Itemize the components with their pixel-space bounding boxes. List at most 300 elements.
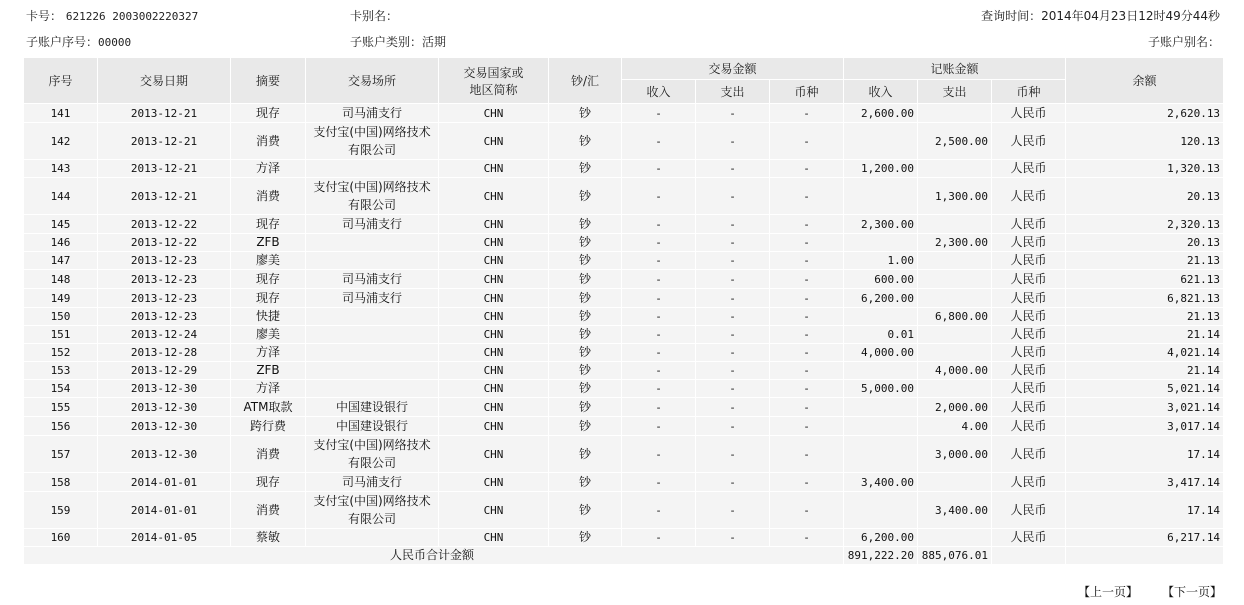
cell-summary: 消费: [231, 492, 306, 529]
table-row: [24, 398, 1224, 417]
cell-summary: ZFB: [231, 362, 306, 380]
place-line: 支付宝(中国)网络技术: [313, 180, 431, 194]
cell-txn-currency: -: [770, 308, 844, 326]
col-acct-currency: 币种: [992, 80, 1066, 104]
cell-cash: 钞: [549, 289, 622, 308]
cell-txn-currency: -: [770, 473, 844, 492]
cell-place: [306, 326, 439, 344]
cell-country: CHN: [439, 104, 549, 123]
cell-txn-in: -: [622, 326, 696, 344]
cell-txn-currency: -: [770, 362, 844, 380]
cell-balance: 21.14: [1066, 326, 1224, 344]
cell-acct-out: [918, 104, 992, 123]
cell-balance: 3,017.14: [1066, 417, 1224, 436]
col-summary: 摘要: [231, 58, 306, 104]
cell-balance: 20.13: [1066, 178, 1224, 215]
next-page-link[interactable]: 【下一页】: [1162, 585, 1223, 599]
cell-acct-currency: 人民币: [992, 529, 1066, 547]
cell-balance: 17.14: [1066, 492, 1224, 529]
cell-txn-out: -: [696, 473, 770, 492]
cell-txn-in: -: [622, 215, 696, 234]
cell-txn-in: -: [622, 308, 696, 326]
cell-acct-out: 2,000.00: [918, 398, 992, 417]
col-acct-in: 收入: [844, 80, 918, 104]
cell-place: [306, 362, 439, 380]
cell-country: CHN: [439, 529, 549, 547]
cell-country: CHN: [439, 380, 549, 398]
cell-txn-out: -: [696, 160, 770, 178]
cell-acct-out: [918, 344, 992, 362]
cell-acct-out: 6,800.00: [918, 308, 992, 326]
cell-txn-in: -: [622, 252, 696, 270]
cell-acct-out: [918, 289, 992, 308]
cell-cash: 钞: [549, 362, 622, 380]
cell-cash: 钞: [549, 104, 622, 123]
cell-txn-currency: -: [770, 344, 844, 362]
cell-acct-currency: 人民币: [992, 178, 1066, 215]
cell-acct-out: [918, 252, 992, 270]
col-place: 交易场所: [306, 58, 439, 104]
cell-txn-in: -: [622, 270, 696, 289]
table-row: [24, 492, 1224, 529]
cell-seq: 155: [24, 398, 98, 417]
cell-acct-in: [844, 123, 918, 160]
place-line: 中国建设银行: [335, 400, 408, 414]
cell-acct-in: 1,200.00: [844, 160, 918, 178]
cell-date: 2013-12-22: [98, 215, 231, 234]
cell-balance: 1,320.13: [1066, 160, 1224, 178]
cell-acct-currency: 人民币: [992, 436, 1066, 473]
col-balance: 余额: [1066, 58, 1224, 104]
table-row: [24, 417, 1224, 436]
cell-acct-currency: 人民币: [992, 160, 1066, 178]
table-row: [24, 234, 1224, 252]
cell-txn-out: -: [696, 104, 770, 123]
cell-balance: 21.13: [1066, 308, 1224, 326]
cell-country: CHN: [439, 473, 549, 492]
cell-txn-out: -: [696, 398, 770, 417]
cell-place: [306, 492, 439, 529]
cell-acct-out: 3,000.00: [918, 436, 992, 473]
cell-acct-in: [844, 178, 918, 215]
cell-seq: 142: [24, 123, 98, 160]
cell-txn-in: -: [622, 362, 696, 380]
cell-txn-currency: -: [770, 215, 844, 234]
cell-acct-out: [918, 160, 992, 178]
cell-acct-in: [844, 436, 918, 473]
cell-place: [306, 398, 439, 417]
cell-acct-currency: 人民币: [992, 123, 1066, 160]
place-line: 司马浦支行: [341, 217, 402, 231]
cell-summary: 现存: [231, 215, 306, 234]
cell-acct-currency: 人民币: [992, 289, 1066, 308]
cell-date: 2013-12-23: [98, 270, 231, 289]
cell-summary: 现存: [231, 104, 306, 123]
place-line: 中国建设银行: [335, 419, 408, 433]
table-row: [24, 344, 1224, 362]
cell-seq: 141: [24, 104, 98, 123]
cell-country: CHN: [439, 308, 549, 326]
cell-acct-currency: 人民币: [992, 215, 1066, 234]
cell-country: CHN: [439, 326, 549, 344]
cell-date: 2013-12-22: [98, 234, 231, 252]
cell-cash: 钞: [549, 270, 622, 289]
cell-summary: 蔡敏: [231, 529, 306, 547]
cell-country: CHN: [439, 492, 549, 529]
cell-txn-currency: -: [770, 326, 844, 344]
cell-place: [306, 436, 439, 473]
cell-place: [306, 178, 439, 215]
cell-date: 2013-12-21: [98, 160, 231, 178]
col-seq: 序号: [24, 58, 98, 104]
cell-seq: 149: [24, 289, 98, 308]
cell-balance: 21.13: [1066, 252, 1224, 270]
cell-cash: 钞: [549, 178, 622, 215]
cell-txn-currency: -: [770, 436, 844, 473]
place-line: 有限公司: [347, 456, 396, 470]
cell-summary: ATM取款: [231, 398, 306, 417]
cell-seq: 153: [24, 362, 98, 380]
cell-cash: 钞: [549, 417, 622, 436]
cell-country: CHN: [439, 344, 549, 362]
table-row: [24, 178, 1224, 215]
cell-summary: ZFB: [231, 234, 306, 252]
cell-seq: 157: [24, 436, 98, 473]
cell-date: 2013-12-21: [98, 123, 231, 160]
cell-cash: 钞: [549, 473, 622, 492]
card-number: [26, 7, 198, 24]
card-number-value: 621226 2003002220327: [65, 10, 199, 23]
cell-date: 2014-01-01: [98, 473, 231, 492]
cell-acct-currency: 人民币: [992, 326, 1066, 344]
cell-txn-out: -: [696, 362, 770, 380]
table-row: [24, 160, 1224, 178]
cell-txn-out: -: [696, 234, 770, 252]
place-line: 司马浦支行: [341, 106, 402, 120]
cell-date: 2013-12-21: [98, 104, 231, 123]
cell-summary: 消费: [231, 178, 306, 215]
cell-place: [306, 123, 439, 160]
card-alias: [350, 7, 398, 24]
cell-seq: 143: [24, 160, 98, 178]
card-number-label: 卡号：: [26, 9, 63, 23]
cell-summary: 快捷: [231, 308, 306, 326]
cell-acct-currency: 人民币: [992, 308, 1066, 326]
prev-page-link[interactable]: 【上一页】: [1078, 585, 1139, 599]
cell-acct-in: [844, 362, 918, 380]
cell-place: [306, 417, 439, 436]
cell-balance: 21.14: [1066, 362, 1224, 380]
table-row: [24, 436, 1224, 473]
cell-seq: 158: [24, 473, 98, 492]
col-country-line2: 地区简称: [469, 82, 518, 97]
col-acct-amount: 记账金额: [844, 58, 1066, 80]
cell-country: CHN: [439, 398, 549, 417]
cell-txn-out: -: [696, 529, 770, 547]
cell-acct-out: [918, 215, 992, 234]
cell-place: [306, 215, 439, 234]
cell-txn-currency: -: [770, 289, 844, 308]
cell-txn-out: -: [696, 289, 770, 308]
cell-cash: 钞: [549, 160, 622, 178]
cell-country: CHN: [439, 362, 549, 380]
cell-acct-currency: 人民币: [992, 417, 1066, 436]
sub-account-alias-label: 子账户别名：: [1147, 35, 1220, 49]
sub-account-type-label: 子账户类别：: [350, 35, 423, 49]
table-row: [24, 473, 1224, 492]
cell-cash: 钞: [549, 398, 622, 417]
place-line: 支付宝(中国)网络技术: [313, 125, 431, 139]
cell-country: CHN: [439, 160, 549, 178]
table-row: [24, 215, 1224, 234]
cell-acct-in: 6,200.00: [844, 529, 918, 547]
sub-account-number-value: 00000: [98, 36, 132, 49]
cell-acct-currency: 人民币: [992, 473, 1066, 492]
cell-balance: 3,417.14: [1066, 473, 1224, 492]
cell-balance: 2,320.13: [1066, 215, 1224, 234]
table-row: [24, 529, 1224, 547]
cell-txn-out: -: [696, 270, 770, 289]
cell-acct-currency: 人民币: [992, 344, 1066, 362]
table-row: [24, 380, 1224, 398]
sub-account-number-label: 子账户序号：: [26, 35, 99, 49]
table-row: [24, 308, 1224, 326]
cell-summary: 消费: [231, 436, 306, 473]
cell-txn-currency: -: [770, 234, 844, 252]
place-line: 支付宝(中国)网络技术: [313, 494, 431, 508]
cell-acct-out: 3,400.00: [918, 492, 992, 529]
total-row: [24, 547, 1224, 565]
cell-txn-in: -: [622, 492, 696, 529]
cell-balance: 5,021.14: [1066, 380, 1224, 398]
cell-acct-out: 2,500.00: [918, 123, 992, 160]
query-time-label: 查询时间：: [981, 9, 1042, 23]
cell-place: [306, 308, 439, 326]
cell-place: [306, 473, 439, 492]
cell-acct-out: 1,300.00: [918, 178, 992, 215]
cell-txn-out: -: [696, 344, 770, 362]
cell-summary: 方泽: [231, 344, 306, 362]
cell-date: 2013-12-30: [98, 380, 231, 398]
cell-cash: 钞: [549, 344, 622, 362]
cell-summary: 现存: [231, 270, 306, 289]
cell-cash: 钞: [549, 380, 622, 398]
cell-seq: 152: [24, 344, 98, 362]
cell-place: [306, 529, 439, 547]
cell-cash: 钞: [549, 234, 622, 252]
cell-txn-currency: -: [770, 178, 844, 215]
cell-txn-out: -: [696, 492, 770, 529]
cell-acct-currency: 人民币: [992, 234, 1066, 252]
cell-date: 2013-12-28: [98, 344, 231, 362]
cell-summary: 方泽: [231, 380, 306, 398]
cell-country: CHN: [439, 178, 549, 215]
col-txn-out: 支出: [696, 80, 770, 104]
cell-seq: 159: [24, 492, 98, 529]
cell-acct-currency: 人民币: [992, 104, 1066, 123]
cell-country: CHN: [439, 270, 549, 289]
transaction-table: [23, 57, 1224, 565]
cell-acct-currency: 人民币: [992, 270, 1066, 289]
cell-acct-out: [918, 270, 992, 289]
table-header: [24, 58, 1224, 104]
cell-acct-out: [918, 380, 992, 398]
cell-acct-in: [844, 492, 918, 529]
sub-account-type: [350, 33, 446, 50]
cell-balance: 3,021.14: [1066, 398, 1224, 417]
cell-balance: 6,821.13: [1066, 289, 1224, 308]
cell-date: 2014-01-01: [98, 492, 231, 529]
table-row: [24, 123, 1224, 160]
cell-acct-currency: 人民币: [992, 362, 1066, 380]
cell-txn-currency: -: [770, 104, 844, 123]
cell-acct-in: 4,000.00: [844, 344, 918, 362]
place-line: 司马浦支行: [341, 475, 402, 489]
cell-balance: 4,021.14: [1066, 344, 1224, 362]
cell-summary: 消费: [231, 123, 306, 160]
total-in: 891,222.20: [844, 547, 918, 565]
cell-txn-currency: -: [770, 492, 844, 529]
cell-acct-out: [918, 326, 992, 344]
cell-seq: 147: [24, 252, 98, 270]
cell-balance: 20.13: [1066, 234, 1224, 252]
sub-account-type-value: 活期: [422, 35, 447, 49]
cell-seq: 146: [24, 234, 98, 252]
cell-acct-currency: 人民币: [992, 492, 1066, 529]
cell-txn-in: -: [622, 123, 696, 160]
place-line: 支付宝(中国)网络技术: [313, 438, 431, 452]
cell-acct-in: [844, 234, 918, 252]
cell-country: CHN: [439, 289, 549, 308]
cell-balance: 120.13: [1066, 123, 1224, 160]
cell-date: 2013-12-30: [98, 436, 231, 473]
cell-cash: 钞: [549, 326, 622, 344]
cell-acct-in: 0.01: [844, 326, 918, 344]
cell-seq: 160: [24, 529, 98, 547]
cell-acct-out: 4,000.00: [918, 362, 992, 380]
cell-txn-currency: -: [770, 123, 844, 160]
cell-seq: 144: [24, 178, 98, 215]
cell-txn-currency: -: [770, 270, 844, 289]
cell-date: 2013-12-23: [98, 289, 231, 308]
card-alias-label: 卡别名：: [350, 9, 399, 23]
cell-acct-in: 1.00: [844, 252, 918, 270]
total-label: 人民币合计金额: [24, 547, 844, 565]
cell-acct-out: [918, 529, 992, 547]
cell-date: 2013-12-24: [98, 326, 231, 344]
cell-place: [306, 234, 439, 252]
cell-country: CHN: [439, 417, 549, 436]
cell-txn-out: -: [696, 326, 770, 344]
cell-country: CHN: [439, 123, 549, 160]
cell-txn-in: -: [622, 398, 696, 417]
cell-acct-currency: 人民币: [992, 398, 1066, 417]
cell-place: [306, 380, 439, 398]
cell-place: [306, 252, 439, 270]
cell-txn-out: -: [696, 123, 770, 160]
cell-place: [306, 289, 439, 308]
cell-acct-in: 2,300.00: [844, 215, 918, 234]
cell-place: [306, 160, 439, 178]
cell-summary: 方泽: [231, 160, 306, 178]
cell-acct-in: 3,400.00: [844, 473, 918, 492]
cell-summary: 现存: [231, 473, 306, 492]
sub-account-alias: [1148, 33, 1220, 50]
cell-date: 2013-12-23: [98, 308, 231, 326]
cell-txn-out: -: [696, 215, 770, 234]
cell-seq: 151: [24, 326, 98, 344]
table-row: [24, 362, 1224, 380]
cell-balance: 621.13: [1066, 270, 1224, 289]
cell-acct-in: 2,600.00: [844, 104, 918, 123]
place-line: 有限公司: [347, 512, 396, 526]
col-country-line1: 交易国家或: [463, 65, 524, 80]
cell-seq: 154: [24, 380, 98, 398]
cell-txn-currency: -: [770, 529, 844, 547]
cell-acct-in: [844, 398, 918, 417]
cell-country: CHN: [439, 252, 549, 270]
cell-place: [306, 270, 439, 289]
cell-acct-in: 6,200.00: [844, 289, 918, 308]
cell-seq: 145: [24, 215, 98, 234]
cell-seq: 156: [24, 417, 98, 436]
cell-txn-in: -: [622, 289, 696, 308]
cell-country: CHN: [439, 234, 549, 252]
cell-txn-currency: -: [770, 380, 844, 398]
cell-date: 2013-12-30: [98, 417, 231, 436]
cell-acct-in: 600.00: [844, 270, 918, 289]
place-line: 有限公司: [347, 198, 396, 212]
cell-country: CHN: [439, 215, 549, 234]
cell-acct-currency: 人民币: [992, 380, 1066, 398]
place-line: 有限公司: [347, 143, 396, 157]
cell-txn-currency: -: [770, 398, 844, 417]
table-row: [24, 104, 1224, 123]
col-cash: 钞/汇: [549, 58, 622, 104]
cell-seq: 150: [24, 308, 98, 326]
cell-txn-out: -: [696, 436, 770, 473]
col-txn-in: 收入: [622, 80, 696, 104]
cell-cash: 钞: [549, 436, 622, 473]
cell-cash: 钞: [549, 123, 622, 160]
cell-txn-out: -: [696, 308, 770, 326]
cell-acct-currency: 人民币: [992, 252, 1066, 270]
cell-balance: 2,620.13: [1066, 104, 1224, 123]
cell-txn-in: -: [622, 178, 696, 215]
cell-acct-in: [844, 308, 918, 326]
cell-cash: 钞: [549, 529, 622, 547]
cell-acct-in: [844, 417, 918, 436]
cell-txn-in: -: [622, 529, 696, 547]
cell-txn-out: -: [696, 252, 770, 270]
cell-txn-in: -: [622, 234, 696, 252]
cell-cash: 钞: [549, 492, 622, 529]
cell-summary: 廖美: [231, 252, 306, 270]
query-time: [981, 7, 1220, 24]
sub-account-number: [26, 33, 131, 50]
cell-date: 2013-12-21: [98, 178, 231, 215]
col-date: 交易日期: [98, 58, 231, 104]
cell-acct-out: 2,300.00: [918, 234, 992, 252]
cell-summary: 廖美: [231, 326, 306, 344]
table-row: [24, 326, 1224, 344]
col-country: [439, 58, 549, 104]
cell-cash: 钞: [549, 252, 622, 270]
total-out: 885,076.01: [918, 547, 992, 565]
col-acct-out: 支出: [918, 80, 992, 104]
cell-date: 2013-12-30: [98, 398, 231, 417]
place-line: 司马浦支行: [341, 291, 402, 305]
